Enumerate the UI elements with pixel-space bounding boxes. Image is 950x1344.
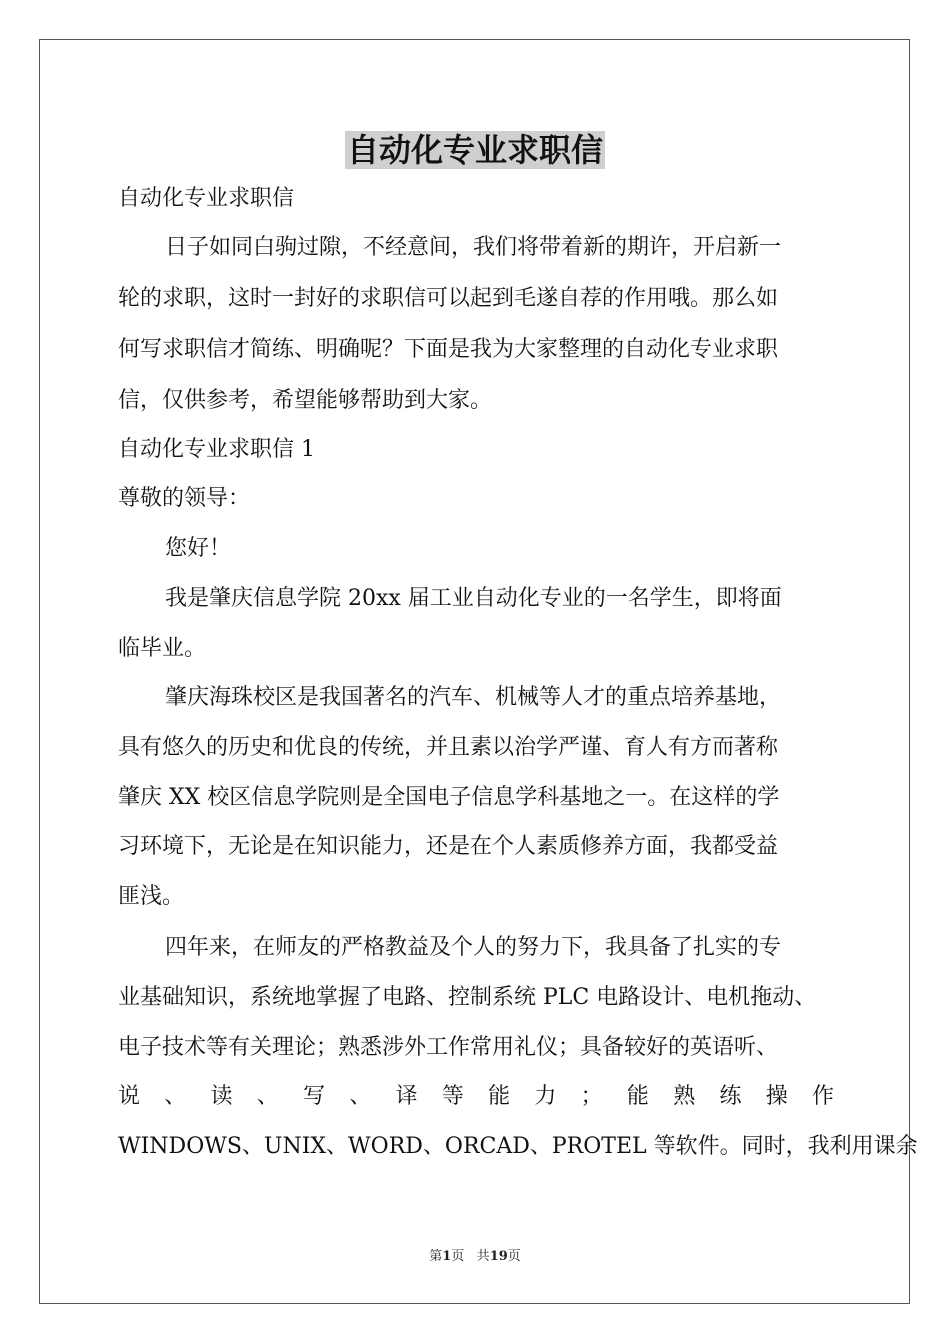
spread-char: 操 — [765, 1084, 788, 1109]
spread-char: 等 — [441, 1084, 464, 1109]
paragraph-line: 业基础知识，系统地掌握了电路、控制系统 PLC 电路设计、电机拖动、 — [118, 985, 817, 1010]
paragraph-line: 我是肇庆信息学院 20xx 届工业自动化专业的一名学生，即将面 — [165, 586, 782, 611]
page-footer — [0, 1248, 950, 1266]
page-number: 1 — [442, 1249, 452, 1264]
spread-char: 能 — [626, 1084, 649, 1109]
paragraph-line: 肇庆海珠校区是我国著名的汽车、机械等人才的重点培养基地， — [165, 685, 782, 710]
spread-char: 作 — [811, 1084, 834, 1109]
spread-char: ； — [580, 1084, 603, 1109]
paragraph-line: 何写求职信才简练、明确呢？下面是我为大家整理的自动化专业求职 — [118, 337, 779, 362]
total-pages: 19 — [489, 1249, 508, 1264]
paragraph-line: WINDOWS、UNIX、WORD、ORCAD、PROTEL 等软件。同时，我利用课余 — [118, 1134, 918, 1159]
spread-char: 读 — [210, 1084, 233, 1109]
page-prefix: 第 — [429, 1249, 443, 1264]
paragraph-line: 具有悠久的历史和优良的传统，并且素以治学严谨、育人有方而著称 — [118, 735, 779, 760]
section-heading: 自动化专业求职信 1 — [118, 437, 315, 462]
spread-char: 、 — [349, 1084, 372, 1109]
paragraph-line-spread — [118, 1082, 834, 1112]
page-border — [39, 39, 918, 1304]
total-prefix: 共 — [476, 1249, 490, 1264]
document-title — [0, 128, 950, 172]
greeting: 您好！ — [165, 536, 232, 561]
paragraph-line: 临毕业。 — [118, 636, 207, 661]
paragraph-line: 电子技术等有关理论；熟悉涉外工作常用礼仪；具备较好的英语听、 — [118, 1035, 779, 1060]
page-suffix: 页 — [451, 1249, 465, 1264]
spread-char: 能 — [488, 1084, 511, 1109]
total-suffix: 页 — [507, 1249, 521, 1264]
spread-char: 译 — [395, 1084, 418, 1109]
paragraph-line: 匪浅。 — [118, 884, 185, 909]
document-subtitle: 自动化专业求职信 — [118, 186, 295, 211]
paragraph-line: 信，仅供参考，希望能够帮助到大家。 — [118, 388, 493, 413]
spread-char: 写 — [303, 1084, 326, 1109]
spread-char: 、 — [164, 1084, 187, 1109]
salutation: 尊敬的领导： — [118, 486, 251, 511]
spread-char: 练 — [719, 1084, 742, 1109]
paragraph-line: 日子如同白驹过隙，不经意间，我们将带着新的期许，开启新一 — [165, 235, 782, 260]
paragraph-line: 肇庆 XX 校区信息学院则是全国电子信息学科基地之一。在这样的学 — [118, 785, 780, 810]
paragraph-line: 四年来，在师友的严格教益及个人的努力下，我具备了扎实的专 — [165, 935, 782, 960]
paragraph-line: 习环境下，无论是在知识能力，还是在个人素质修养方面，我都受益 — [118, 834, 779, 859]
spread-char: 、 — [256, 1084, 279, 1109]
spread-char: 力 — [534, 1084, 557, 1109]
document-title-text: 自动化专业求职信 — [346, 131, 603, 169]
spread-char: 熟 — [673, 1084, 696, 1109]
spread-char: 说 — [118, 1084, 141, 1109]
paragraph-line: 轮的求职，这时一封好的求职信可以起到毛遂自荐的作用哦。那么如 — [118, 286, 779, 311]
